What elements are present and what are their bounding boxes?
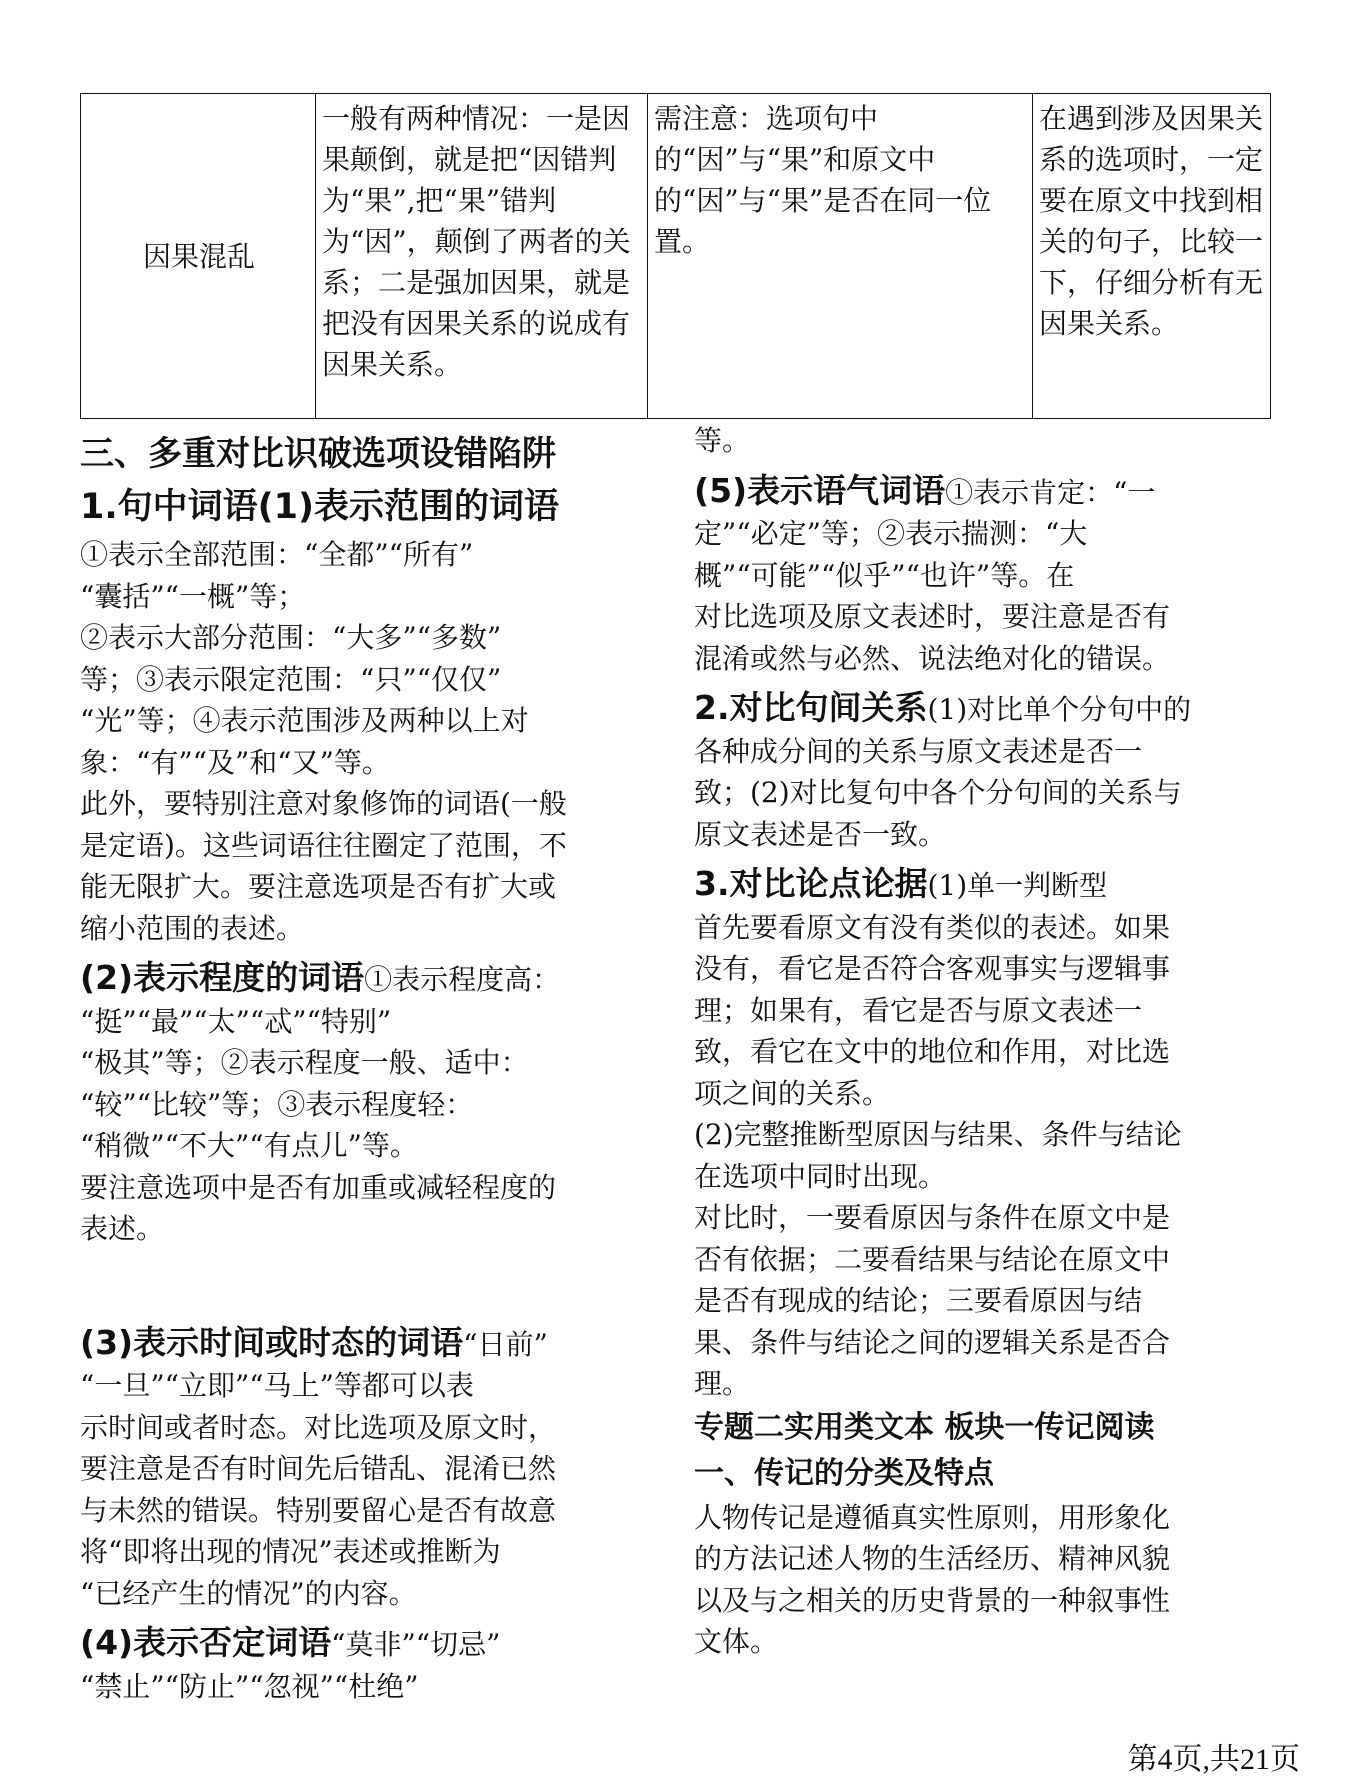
left-column — [80, 428, 640, 1707]
argument-inline-text: (1)单一判断型 — [927, 869, 1108, 902]
mood-paragraph — [694, 470, 1272, 514]
relation-inline-text: (1)对比单个分句中的 — [927, 693, 1192, 726]
table-cell-label: 因果混乱 — [81, 94, 316, 419]
right-column — [694, 420, 1272, 1663]
error-type-table — [80, 93, 1271, 419]
page-number: 第4页,共21页 — [1127, 1743, 1300, 1776]
range-text: ①表示全部范围：“全都”“所有” “囊括”“一概”等； ②表示大部分范围：“大多”“多数” 等；③表示限定范围：“只”“仅仅” “光”等；④表示范围涉及两种以上对 象：“有”“及”和“又”等。 — [80, 538, 529, 779]
argument-text-2: (2)完整推断型原因与结果、条件与结论 在选项中同时出现。 — [694, 1118, 1182, 1193]
time-inline-text: “日前” — [463, 1327, 548, 1361]
negation-inline-text: “莫非”“切忌” — [331, 1628, 501, 1661]
relation-paragraph — [694, 687, 1272, 731]
topic-title: 专题二实用类文本 板块一传记阅读 — [694, 1409, 1155, 1445]
argument-text-1: 首先要看原文有没有类似的表述。如果 没有，看它是否符合客观事实与逻辑事 理；如果有，看它是否与原文表述一 致，看它在文中的地位和作用，对比选 项之间的关系。 — [694, 910, 1171, 1110]
modifier-text: 此外，要特别注意对象修饰的词语(一般 是定语)。这些词语往往圈定了范围，不 能无限扩大。要注意选项是否有扩大或 缩小范围的表述。 — [80, 787, 567, 945]
mood-inline-text: ①表示肯定：“一 — [945, 475, 1156, 509]
relation-text: 各种成分间的关系与原文表述是否一 致；(2)对比复句中各个分句间的关系与 原文表述是否一致。 — [694, 734, 1182, 851]
table-row — [81, 94, 1271, 419]
relation-title: 2.对比句间关系 — [694, 688, 928, 727]
bio-title: 一、传记的分类及特点 — [694, 1455, 994, 1491]
argument-title: 3.对比论点论据 — [694, 864, 928, 903]
table-cell-attention: 需注意：选项句中的“因”与“果”和原文中的“因”与“果”是否在同一位置。 — [648, 94, 1033, 419]
degree-note: 要注意选项中是否有加重或减轻程度的 表述。 — [80, 1170, 557, 1245]
degree-inline-text: ①表示程度高： — [364, 963, 561, 996]
table-cell-method: 在遇到涉及因果关系的选项时，一定要在原文中找到相关的句子，比较一下，仔细分析有无因果关系。 — [1033, 94, 1271, 419]
argument-text-3: 对比时，一要看原因与条件在原文中是 否有依据；二要看结果与结论在原文中 是否有现成的结论；三要看原因与结 果、条件与结论之间的逻辑关系是否合 理。 — [694, 1201, 1171, 1400]
time-paragraph — [80, 1322, 640, 1366]
table-cell-description: 一般有两种情况：一是因果颠倒，就是把“因错判为“果”,把“果”错判为“因”，颠倒了两者的关系；二是强加因果，就是把没有因果关系的说成有因果关系。 — [316, 94, 648, 419]
negation-text: “禁止”“防止”“忽视”“杜绝” — [80, 1669, 419, 1703]
subsection-title-range: 1.句中词语(1)表示范围的词语 — [80, 487, 559, 527]
section-title: 三、多重对比识破选项设错陷阱 — [80, 434, 556, 474]
continuation-text: 等。 — [694, 424, 751, 457]
degree-text: “挺”“最”“太”“忒”“特别” “极其”等；②表示程度一般、适中： “较”“比较”等；③表示程度轻： “稍微”“不大”“有点儿”等。 — [80, 1004, 529, 1162]
bio-text: 人物传记是遵循真实性原则，用形象化 的方法记述人物的生活经历、精神风貌 以及与之相关的历史背景的一种叙事性 文体。 — [694, 1500, 1171, 1658]
time-text: “一旦”“立即”“马上”等都可以表 示时间或者时态。对比选项及原文时， 要注意是否有时间先后错乱、混淆已然 与未然的错误。特别要留心是否有故意 将“即将出现的情况”表述或推断为 “已经产生的情况”的内容。 — [80, 1369, 557, 1610]
time-title: (3)表示时间或时态的词语 — [80, 1322, 464, 1362]
negation-title: (4)表示否定词语 — [80, 1623, 332, 1662]
mood-title: (5)表示语气词语 — [694, 470, 946, 510]
argument-paragraph — [694, 863, 1272, 907]
mood-text: 定”“必定”等；②表示揣测：“大 概”“可能”“似乎”“也许”等。在 对比选项及原文表述时，要注意是否有 混淆或然与必然、说法绝对化的错误。 — [694, 517, 1171, 675]
negation-paragraph — [80, 1622, 640, 1666]
degree-paragraph — [80, 957, 640, 1001]
degree-title: (2)表示程度的词语 — [80, 958, 365, 997]
